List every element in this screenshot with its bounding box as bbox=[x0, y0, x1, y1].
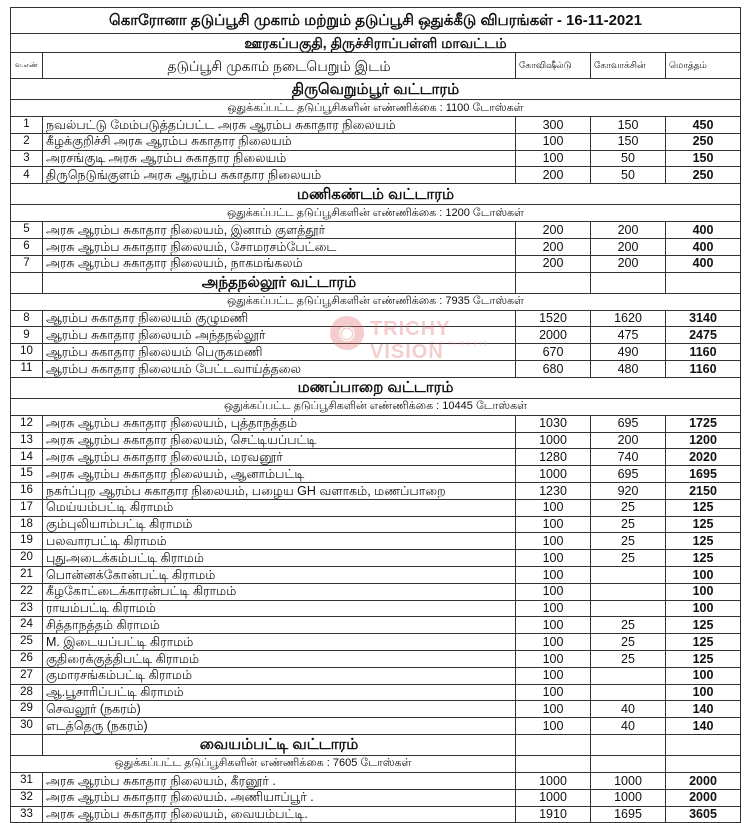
total-doses: 1200 bbox=[666, 432, 741, 449]
empty-cell bbox=[11, 272, 43, 293]
watermark-tagline: THE THIRD EYE bbox=[430, 342, 489, 348]
total-doses: 250 bbox=[666, 167, 741, 184]
table-row bbox=[11, 482, 741, 499]
block-name: மணிகண்டம் வட்டாரம் bbox=[11, 184, 741, 205]
camp-location: மெய்யம்பட்டி கிராமம் bbox=[43, 499, 516, 516]
covishield-doses: 100 bbox=[516, 533, 591, 550]
camp-location: அரசு ஆரம்ப சுகாதார நிலையம், செட்டியப்பட்டி bbox=[43, 432, 516, 449]
serial-number: 30 bbox=[11, 718, 43, 735]
table-row bbox=[11, 701, 741, 718]
camp-location: அரசு ஆரம்ப சுகாதார நிலையம், சோமரசம்பேட்டை bbox=[43, 238, 516, 255]
empty-cell bbox=[666, 734, 741, 755]
camp-location: ஆரம்ப சுகாதார நிலையம் அந்தநல்லூர் bbox=[43, 327, 516, 344]
covaxin-doses: 25 bbox=[591, 617, 666, 634]
empty-cell bbox=[516, 734, 591, 755]
serial-number: 9 bbox=[11, 327, 43, 344]
vaccine-allocation-table bbox=[10, 7, 741, 823]
serial-number: 15 bbox=[11, 466, 43, 483]
total-doses: 1160 bbox=[666, 344, 741, 361]
covaxin-doses: 50 bbox=[591, 167, 666, 184]
camp-location: ஆ.பூசாரிப்பட்டி கிராமம் bbox=[43, 684, 516, 701]
total-doses: 400 bbox=[666, 238, 741, 255]
table-row bbox=[11, 150, 741, 167]
allocation-text: ஒதுக்கப்பட்ட தடுப்பூசிகளின் எண்ணிக்கை : 7605 டோஸ்கள் bbox=[11, 755, 516, 772]
table-row bbox=[11, 550, 741, 567]
covishield-doses: 100 bbox=[516, 133, 591, 150]
allocation-row bbox=[11, 398, 741, 415]
serial-number: 8 bbox=[11, 310, 43, 327]
serial-number: 13 bbox=[11, 432, 43, 449]
covishield-doses: 1000 bbox=[516, 466, 591, 483]
serial-number: 2 bbox=[11, 133, 43, 150]
empty-cell bbox=[591, 272, 666, 293]
covaxin-doses: 695 bbox=[591, 466, 666, 483]
total-doses: 2000 bbox=[666, 772, 741, 789]
covishield-doses: 200 bbox=[516, 238, 591, 255]
camp-location: புதுஅடைக்கம்பட்டி கிராமம் bbox=[43, 550, 516, 567]
covishield-doses: 100 bbox=[516, 516, 591, 533]
covishield-doses: 1000 bbox=[516, 772, 591, 789]
covishield-doses: 100 bbox=[516, 499, 591, 516]
empty-cell bbox=[666, 755, 741, 772]
block-name: திருவெறும்பூர் வட்டாரம் bbox=[11, 79, 741, 100]
covishield-doses: 200 bbox=[516, 167, 591, 184]
covishield-doses: 2000 bbox=[516, 327, 591, 344]
table-row bbox=[11, 415, 741, 432]
empty-cell bbox=[591, 734, 666, 755]
table-row bbox=[11, 789, 741, 806]
covishield-doses: 100 bbox=[516, 583, 591, 600]
camp-location: அரசு ஆரம்ப சுகாதார நிலையம், வையம்பட்டி. bbox=[43, 806, 516, 823]
allocation-row bbox=[11, 100, 741, 117]
total-doses: 1160 bbox=[666, 360, 741, 377]
total-doses: 400 bbox=[666, 255, 741, 272]
header-covishield: கோவிஷீல்டு bbox=[516, 53, 591, 79]
block-heading-row bbox=[11, 272, 741, 293]
table-row bbox=[11, 806, 741, 823]
camp-location: செவலூர் (நகரம்) bbox=[43, 701, 516, 718]
serial-number: 33 bbox=[11, 806, 43, 823]
serial-number: 11 bbox=[11, 360, 43, 377]
total-doses: 1695 bbox=[666, 466, 741, 483]
total-doses: 125 bbox=[666, 650, 741, 667]
total-doses: 100 bbox=[666, 684, 741, 701]
header-total: மொத்தம் bbox=[666, 53, 741, 79]
covaxin-doses: 40 bbox=[591, 718, 666, 735]
total-doses: 100 bbox=[666, 583, 741, 600]
covishield-doses: 670 bbox=[516, 344, 591, 361]
empty-cell bbox=[11, 734, 43, 755]
camp-location: ஆரம்ப சுகாதார நிலையம் குழுமணி bbox=[43, 310, 516, 327]
covishield-doses: 100 bbox=[516, 701, 591, 718]
covaxin-doses: 695 bbox=[591, 415, 666, 432]
table-row bbox=[11, 583, 741, 600]
camp-location: அரசு ஆரம்ப சுகாதார நிலையம், கீரனூர் . bbox=[43, 772, 516, 789]
total-doses: 100 bbox=[666, 600, 741, 617]
total-doses: 2000 bbox=[666, 789, 741, 806]
table-row bbox=[11, 327, 741, 344]
camp-location: ஆரம்ப சுகாதார நிலையம் பேட்டவாய்த்தலை bbox=[43, 360, 516, 377]
block-heading-row bbox=[11, 184, 741, 205]
covaxin-doses: 25 bbox=[591, 550, 666, 567]
table-row bbox=[11, 634, 741, 651]
serial-number: 5 bbox=[11, 222, 43, 239]
total-doses: 100 bbox=[666, 566, 741, 583]
covaxin-doses bbox=[591, 684, 666, 701]
total-doses: 140 bbox=[666, 701, 741, 718]
camp-location: திருநெடுங்குளம் அரசு ஆரம்ப சுகாதார நிலையம் bbox=[43, 167, 516, 184]
empty-cell bbox=[666, 272, 741, 293]
allocation-row bbox=[11, 755, 741, 772]
camp-location: ராயம்பட்டி கிராமம் bbox=[43, 600, 516, 617]
table-row bbox=[11, 222, 741, 239]
table-row bbox=[11, 344, 741, 361]
table-row bbox=[11, 360, 741, 377]
empty-cell bbox=[591, 755, 666, 772]
covaxin-doses: 200 bbox=[591, 238, 666, 255]
serial-number: 6 bbox=[11, 238, 43, 255]
total-doses: 140 bbox=[666, 718, 741, 735]
serial-number: 29 bbox=[11, 701, 43, 718]
document-title: கொரோனா தடுப்பூசி முகாம் மற்றும் தடுப்பூசி ஒதுக்கீடு விபரங்கள் - 16-11-2021 bbox=[11, 8, 741, 34]
serial-number: 27 bbox=[11, 667, 43, 684]
camp-location: அரசு ஆரம்ப சுகாதார நிலையம், இனாம் குளத்தூர் bbox=[43, 222, 516, 239]
serial-number: 1 bbox=[11, 117, 43, 134]
document-subtitle: ஊரகப்பகுதி, திருச்சிராப்பள்ளி மாவட்டம் bbox=[11, 34, 741, 53]
covaxin-doses: 1695 bbox=[591, 806, 666, 823]
covaxin-doses: 25 bbox=[591, 499, 666, 516]
covaxin-doses: 1000 bbox=[591, 772, 666, 789]
serial-number: 24 bbox=[11, 617, 43, 634]
total-doses: 2150 bbox=[666, 482, 741, 499]
covishield-doses: 1030 bbox=[516, 415, 591, 432]
allocation-text: ஒதுக்கப்பட்ட தடுப்பூசிகளின் எண்ணிக்கை : 7935 டோஸ்கள் bbox=[11, 293, 741, 310]
table-row bbox=[11, 718, 741, 735]
table-row bbox=[11, 650, 741, 667]
table-row bbox=[11, 432, 741, 449]
header-covaxin: கோவாக்சின் bbox=[591, 53, 666, 79]
camp-location: கீழக்குறிச்சி அரசு ஆரம்ப சுகாதார நிலையம் bbox=[43, 133, 516, 150]
covaxin-doses: 150 bbox=[591, 133, 666, 150]
camp-location: எடத்தெரு (நகரம்) bbox=[43, 718, 516, 735]
camp-location: குதிரைக்குத்திபட்டி கிராமம் bbox=[43, 650, 516, 667]
covaxin-doses: 480 bbox=[591, 360, 666, 377]
serial-number: 16 bbox=[11, 482, 43, 499]
camp-location: கும்புலியாம்பட்டி கிராமம் bbox=[43, 516, 516, 533]
serial-number: 12 bbox=[11, 415, 43, 432]
table-row bbox=[11, 449, 741, 466]
covaxin-doses: 920 bbox=[591, 482, 666, 499]
table-row bbox=[11, 255, 741, 272]
serial-number: 18 bbox=[11, 516, 43, 533]
total-doses: 450 bbox=[666, 117, 741, 134]
covishield-doses: 200 bbox=[516, 222, 591, 239]
serial-number: 3 bbox=[11, 150, 43, 167]
serial-number: 7 bbox=[11, 255, 43, 272]
header-place: தடுப்பூசி முகாம் நடைபெறும் இடம் bbox=[43, 53, 516, 79]
block-name: மணப்பாறை வட்டாரம் bbox=[11, 377, 741, 398]
camp-location: அரசு ஆரம்ப சுகாதார நிலையம், நாகமங்கலம் bbox=[43, 255, 516, 272]
camp-location: சித்தாநத்தம் கிராமம் bbox=[43, 617, 516, 634]
table-row bbox=[11, 772, 741, 789]
total-doses: 2020 bbox=[666, 449, 741, 466]
covaxin-doses: 1000 bbox=[591, 789, 666, 806]
eye-logo-icon: ◉ bbox=[330, 316, 364, 350]
covishield-doses: 1000 bbox=[516, 789, 591, 806]
total-doses: 3140 bbox=[666, 310, 741, 327]
camp-location: ஆரம்ப சுகாதார நிலையம் பெருகமணி bbox=[43, 344, 516, 361]
total-doses: 3605 bbox=[666, 806, 741, 823]
covaxin-doses: 25 bbox=[591, 533, 666, 550]
covaxin-doses: 25 bbox=[591, 650, 666, 667]
total-doses: 150 bbox=[666, 150, 741, 167]
table-row bbox=[11, 133, 741, 150]
covishield-doses: 1520 bbox=[516, 310, 591, 327]
table-row bbox=[11, 684, 741, 701]
covishield-doses: 100 bbox=[516, 566, 591, 583]
table-row bbox=[11, 167, 741, 184]
serial-number: 32 bbox=[11, 789, 43, 806]
covaxin-doses bbox=[591, 566, 666, 583]
allocation-text: ஒதுக்கப்பட்ட தடுப்பூசிகளின் எண்ணிக்கை : 1200 டோஸ்கள் bbox=[11, 205, 741, 222]
total-doses: 125 bbox=[666, 533, 741, 550]
table-row bbox=[11, 516, 741, 533]
serial-number: 4 bbox=[11, 167, 43, 184]
table-row bbox=[11, 310, 741, 327]
covaxin-doses: 490 bbox=[591, 344, 666, 361]
covishield-doses: 1230 bbox=[516, 482, 591, 499]
covaxin-doses: 25 bbox=[591, 516, 666, 533]
table-row bbox=[11, 238, 741, 255]
total-doses: 125 bbox=[666, 634, 741, 651]
camp-location: நவல்பட்டு மேம்படுத்தப்பட்ட அரசு ஆரம்ப சுகாதார நிலையம் bbox=[43, 117, 516, 134]
covaxin-doses bbox=[591, 583, 666, 600]
covaxin-doses: 200 bbox=[591, 432, 666, 449]
empty-cell bbox=[516, 755, 591, 772]
total-doses: 125 bbox=[666, 499, 741, 516]
covishield-doses: 100 bbox=[516, 718, 591, 735]
allocation-row bbox=[11, 293, 741, 310]
total-doses: 400 bbox=[666, 222, 741, 239]
table-row bbox=[11, 667, 741, 684]
serial-number: 25 bbox=[11, 634, 43, 651]
covishield-doses: 300 bbox=[516, 117, 591, 134]
covishield-doses: 680 bbox=[516, 360, 591, 377]
total-doses: 250 bbox=[666, 133, 741, 150]
serial-number: 14 bbox=[11, 449, 43, 466]
camp-location: அரசு ஆரம்ப சுகாதார நிலையம், புத்தாநத்தம் bbox=[43, 415, 516, 432]
covaxin-doses: 50 bbox=[591, 150, 666, 167]
block-name: அந்தநல்லூர் வட்டாரம் bbox=[43, 272, 516, 293]
block-heading-row bbox=[11, 79, 741, 100]
block-heading-row bbox=[11, 377, 741, 398]
covishield-doses: 1280 bbox=[516, 449, 591, 466]
covaxin-doses bbox=[591, 667, 666, 684]
column-header-row bbox=[11, 53, 741, 79]
serial-number: 31 bbox=[11, 772, 43, 789]
serial-number: 26 bbox=[11, 650, 43, 667]
camp-location: அரசங்குடி அரசு ஆரம்ப சுகாதார நிலையம் bbox=[43, 150, 516, 167]
camp-location: கீழகோட்டைக்காரன்பட்டி கிராமம் bbox=[43, 583, 516, 600]
covishield-doses: 100 bbox=[516, 634, 591, 651]
covaxin-doses: 1620 bbox=[591, 310, 666, 327]
allocation-row bbox=[11, 205, 741, 222]
covishield-doses: 100 bbox=[516, 617, 591, 634]
table-row bbox=[11, 466, 741, 483]
table-row bbox=[11, 617, 741, 634]
header-sl: வ.எண் bbox=[11, 53, 43, 79]
allocation-text: ஒதுக்கப்பட்ட தடுப்பூசிகளின் எண்ணிக்கை : 10445 டோஸ்கள் bbox=[11, 398, 741, 415]
serial-number: 10 bbox=[11, 344, 43, 361]
covaxin-doses: 25 bbox=[591, 634, 666, 651]
serial-number: 28 bbox=[11, 684, 43, 701]
camp-location: பலவாரபட்டி கிராமம் bbox=[43, 533, 516, 550]
total-doses: 125 bbox=[666, 516, 741, 533]
camp-location: நகர்ப்புற ஆரம்ப சுகாதார நிலையம், பழைய GH வளாகம், மணப்பாறை bbox=[43, 482, 516, 499]
covishield-doses: 100 bbox=[516, 550, 591, 567]
covaxin-doses: 740 bbox=[591, 449, 666, 466]
covaxin-doses bbox=[591, 600, 666, 617]
serial-number: 21 bbox=[11, 566, 43, 583]
camp-location: M. இடையப்பட்டி கிராமம் bbox=[43, 634, 516, 651]
table-row bbox=[11, 117, 741, 134]
camp-location: குமாரசங்கம்பட்டி கிராமம் bbox=[43, 667, 516, 684]
covishield-doses: 1000 bbox=[516, 432, 591, 449]
covaxin-doses: 150 bbox=[591, 117, 666, 134]
serial-number: 19 bbox=[11, 533, 43, 550]
block-name: வையம்பட்டி வட்டாரம் bbox=[43, 734, 516, 755]
camp-location: அரசு ஆரம்ப சுகாதார நிலையம். அணியாப்பூர் . bbox=[43, 789, 516, 806]
covishield-doses: 100 bbox=[516, 150, 591, 167]
covaxin-doses: 40 bbox=[591, 701, 666, 718]
watermark-brand: TRICHY VISION bbox=[370, 318, 451, 363]
covishield-doses: 100 bbox=[516, 684, 591, 701]
covaxin-doses: 200 bbox=[591, 222, 666, 239]
covishield-doses: 100 bbox=[516, 667, 591, 684]
covishield-doses: 100 bbox=[516, 600, 591, 617]
total-doses: 100 bbox=[666, 667, 741, 684]
total-doses: 1725 bbox=[666, 415, 741, 432]
total-doses: 2475 bbox=[666, 327, 741, 344]
serial-number: 17 bbox=[11, 499, 43, 516]
table-row bbox=[11, 600, 741, 617]
table-row bbox=[11, 566, 741, 583]
serial-number: 22 bbox=[11, 583, 43, 600]
covishield-doses: 100 bbox=[516, 650, 591, 667]
covaxin-doses: 200 bbox=[591, 255, 666, 272]
table-row bbox=[11, 533, 741, 550]
serial-number: 20 bbox=[11, 550, 43, 567]
camp-location: பொன்னக்கோன்பட்டி கிராமம் bbox=[43, 566, 516, 583]
table-row bbox=[11, 499, 741, 516]
empty-cell bbox=[516, 272, 591, 293]
camp-location: அரசு ஆரம்ப சுகாதார நிலையம், மரவனூர் bbox=[43, 449, 516, 466]
camp-location: அரசு ஆரம்ப சுகாதார நிலையம், ஆனாம்பட்டி bbox=[43, 466, 516, 483]
covishield-doses: 1910 bbox=[516, 806, 591, 823]
covishield-doses: 200 bbox=[516, 255, 591, 272]
total-doses: 125 bbox=[666, 550, 741, 567]
covaxin-doses: 475 bbox=[591, 327, 666, 344]
serial-number: 23 bbox=[11, 600, 43, 617]
block-heading-row bbox=[11, 734, 741, 755]
allocation-text: ஒதுக்கப்பட்ட தடுப்பூசிகளின் எண்ணிக்கை : 1100 டோஸ்கள் bbox=[11, 100, 741, 117]
total-doses: 125 bbox=[666, 617, 741, 634]
